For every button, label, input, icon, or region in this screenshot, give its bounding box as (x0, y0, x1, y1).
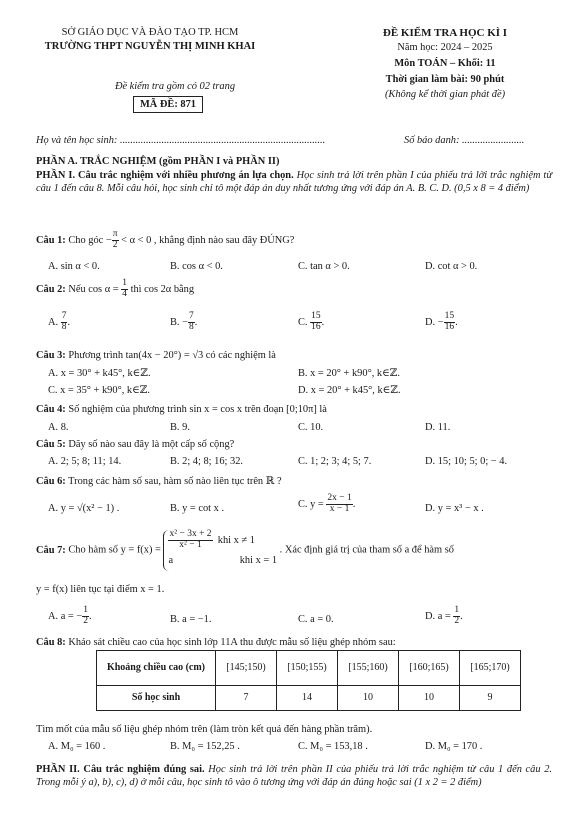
interval-cell: [160;165) (399, 651, 460, 686)
question-label: Câu 6: (36, 476, 66, 487)
fraction (326, 494, 352, 515)
q6-option-a: A. y = √(x² − 1) . (48, 503, 120, 514)
q4-option-d: D. 11. (425, 422, 451, 433)
part-1-title: PHẦN I. Câu trắc nghiệm với nhiều phương án lựa chọn. (36, 170, 294, 181)
question-3 (36, 349, 556, 362)
interval-cell: [155;160) (338, 651, 399, 686)
q4-option-c: C. 10. (298, 422, 324, 433)
student-id-line: Số báo danh: ........................ (404, 135, 525, 146)
part-1-desc: Học sinh trả lời trên phần I của phiếu trả lời trắc nghiệm từ câu 1 đến câu 8. Mỗi câu hỏi, học sinh chỉ tô một đáp án duy nhất tương ứng với đáp án A. B. C. D. (0,5 x 8 = 4 điểm) (36, 170, 552, 195)
question-6 (36, 475, 556, 488)
denominator: 4 (122, 288, 127, 299)
q4-option-a: A. 8. (48, 422, 69, 433)
question-7 (36, 530, 556, 571)
fraction (453, 606, 460, 627)
q1-option-b: B. cos α < 0. (170, 261, 223, 272)
q4-option-b: B. 9. (170, 422, 190, 433)
denominator: 8 (61, 321, 67, 332)
question-4 (36, 403, 556, 416)
case-condition: khi x = 1 (239, 554, 278, 566)
part-1-instructions (36, 169, 552, 196)
question-label: Câu 8: (36, 637, 66, 648)
q8-option-d: D. M₀ = 170 . (425, 741, 483, 752)
fraction (188, 312, 195, 333)
piecewise-function (163, 530, 277, 571)
question-text: . Xác định giá trị của tham số a để hàm số (279, 544, 454, 556)
q8-option-b: B. M₀ = 152,25 . (170, 741, 240, 752)
question-text: Nếu cos α = (68, 283, 119, 295)
question-text: Phương trình tan(4x − 20°) = √3 có các nghiệm là (68, 350, 276, 361)
q7-option-c: C. a = 0. (298, 614, 334, 625)
interval-cell: [165;170) (460, 651, 521, 686)
question-label: Câu 2: (36, 283, 66, 295)
numerator: 1 (122, 278, 127, 288)
denominator: x − 1 (329, 503, 350, 514)
table-header-cell: Số học sinh (97, 686, 216, 711)
q5-option-b: B. 2; 4; 8; 16; 32. (170, 456, 244, 467)
option-label: C. y = (298, 498, 324, 510)
count-cell: 7 (216, 686, 277, 711)
table-header-cell: Khoảng chiều cao (cm) (97, 651, 216, 686)
numerator: 1 (454, 605, 460, 615)
q2-option-b: B. − $\frac{7}{8}$ . (170, 311, 198, 332)
count-cell: 14 (277, 686, 338, 711)
question-2 (36, 279, 556, 300)
denominator: 2 (83, 615, 88, 626)
fraction (121, 279, 128, 300)
part-2-instructions (36, 763, 552, 790)
numerator: 15 (444, 311, 455, 321)
q3-option-d: D. x = 20° + k45°, k∈ℤ. (298, 385, 401, 396)
denominator: 8 (189, 321, 194, 332)
exam-time: Thời gian làm bài: 90 phút (385, 74, 505, 85)
option-label: A. (48, 316, 59, 328)
fraction (168, 530, 212, 551)
pages-note: Đề kiểm tra gồm có 02 trang (114, 81, 236, 92)
denominator: 16 (311, 321, 321, 332)
question-5 (36, 438, 556, 451)
q7-option-a: A. a = − $\frac{1}{2}$ . (48, 605, 92, 626)
q1-option-a: A. sin α < 0. (48, 261, 100, 272)
numerator: π (112, 229, 118, 239)
department-name: SỞ GIÁO DỤC VÀ ĐÀO TẠO TP. HCM (61, 27, 239, 38)
question-text: Trong các hàm số sau, hàm số nào liên tục trên ℝ ? (68, 476, 282, 487)
q2-option-d: D. − $\frac{15}{16}$ . (425, 311, 458, 332)
question-text: thì cos 2α bằng (130, 283, 195, 295)
option-label: D. a = (425, 610, 451, 622)
q5-option-a: A. 2; 5; 8; 11; 14. (48, 456, 122, 467)
option-label: C. (298, 316, 308, 328)
numerator: 7 (61, 311, 67, 321)
question-text: Số nghiệm của phương trình sin x = cos x trên đoạn [0;10π] là (68, 404, 327, 415)
q8-option-c: C. M₀ = 153,18 . (298, 741, 368, 752)
school-year: Năm học: 2024 – 2025 (397, 42, 493, 53)
count-cell: 10 (399, 686, 460, 711)
count-cell: 9 (460, 686, 521, 711)
numerator: x² − 3x + 2 (169, 529, 212, 539)
interval-cell: [150;155) (277, 651, 338, 686)
case-condition: khi x ≠ 1 (217, 534, 255, 546)
q6-option-c: C. y = $\frac{2x - 1}{x - 1}$ . (298, 493, 356, 514)
q6-option-b: B. y = cot x . (170, 503, 225, 514)
case-value: a (168, 554, 174, 566)
q2-option-c: C. $\frac{15}{16}$ . (298, 311, 325, 332)
question-text: Cho góc − (68, 234, 112, 246)
question-label: Câu 1: (36, 234, 66, 246)
fraction (112, 230, 119, 251)
frequency-table (96, 650, 521, 711)
exam-title: ĐỀ KIỂM TRA HỌC KÌ I (382, 27, 508, 39)
question-text: Cho hàm số y = f(x) = (68, 544, 161, 556)
subject: Môn TOÁN – Khối: 11 (394, 58, 496, 69)
option-label: A. a = − (48, 610, 83, 622)
numerator: 1 (83, 605, 88, 615)
student-name-line: Họ và tên học sinh: ............................................................................... (36, 135, 326, 146)
q6-option-d: D. y = x³ − x . (425, 503, 484, 514)
q5-option-c: C. 1; 2; 3; 4; 5; 7. (298, 456, 372, 467)
option-label: B. − (170, 316, 188, 328)
option-label: D. − (425, 316, 444, 328)
numerator: 7 (189, 311, 194, 321)
q7-line-2: y = f(x) liên tục tại điểm x = 1. (36, 584, 165, 595)
time-note: (Không kể thời gian phát đề) (384, 89, 506, 100)
denominator: 2 (454, 615, 460, 626)
question-label: Câu 3: (36, 350, 66, 361)
question-label: Câu 5: (36, 439, 66, 450)
question-label: Câu 7: (36, 544, 66, 556)
q7-option-b: B. a = −1. (170, 614, 212, 625)
q2-option-a: A. $\frac{7}{8}$ . (48, 311, 71, 332)
school-name: TRƯỜNG THPT NGUYỄN THỊ MINH KHAI (44, 41, 256, 52)
numerator: 2x − 1 (327, 493, 352, 503)
part-2-title: PHẦN II. Câu trắc nghiệm đúng sai. (36, 764, 205, 775)
table-row (97, 651, 521, 686)
q7-option-d: D. a = $\frac{1}{2}$ . (425, 605, 463, 626)
q8-option-a: A. M₀ = 160 . (48, 741, 106, 752)
interval-cell: [145;150) (216, 651, 277, 686)
denominator: 16 (444, 321, 455, 332)
q3-option-b: B. x = 20° + k90°, k∈ℤ. (298, 368, 400, 379)
question-label: Câu 4: (36, 404, 66, 415)
denominator: x² − 1 (179, 539, 202, 550)
numerator: 15 (311, 311, 321, 321)
fraction (310, 312, 322, 333)
question-text: Khảo sát chiều cao của học sinh lớp 11A thu được mẫu số liệu ghép nhóm sau: (68, 637, 396, 648)
fraction (82, 606, 89, 627)
denominator: 2 (112, 239, 118, 250)
question-1 (36, 230, 556, 251)
q1-option-d: D. cot α > 0. (425, 261, 478, 272)
q3-option-a: A. x = 30° + k45°, k∈ℤ. (48, 368, 151, 379)
question-text: Dãy số nào sau đây là một cấp số cộng? (68, 439, 235, 450)
count-cell: 10 (338, 686, 399, 711)
question-text: < α < 0 , khẳng định nào sau đây ĐÚNG? (121, 234, 295, 246)
question-8 (36, 636, 556, 649)
table-row (97, 686, 521, 711)
part-a-title: PHẦN A. TRẮC NGHIỆM (gồm PHẦN I và PHẦN II) (36, 156, 280, 167)
q1-option-c: C. tan α > 0. (298, 261, 350, 272)
part-2-desc: Học sinh trả lời trên phần II của phiếu trả lời trắc nghiệm từ câu 1 đến câu 2. Trong mỗi ý a), b), c), d) ở mỗi câu, học sinh tô vào ô tương ứng với đáp án đúng hoặc sai (1 x 2 = 2 điểm) (36, 764, 553, 789)
fraction (61, 312, 68, 333)
fraction (444, 312, 456, 333)
q5-option-d: D. 15; 10; 5; 0; − 4. (425, 456, 508, 467)
q3-option-c: C. x = 35° + k90°, k∈ℤ. (48, 385, 150, 396)
q8-question: Tìm mốt của mẫu số liệu ghép nhóm trên (làm tròn kết quả đến hàng phần trăm). (36, 724, 373, 735)
exam-code: MÃ ĐỀ: 871 (133, 96, 203, 113)
